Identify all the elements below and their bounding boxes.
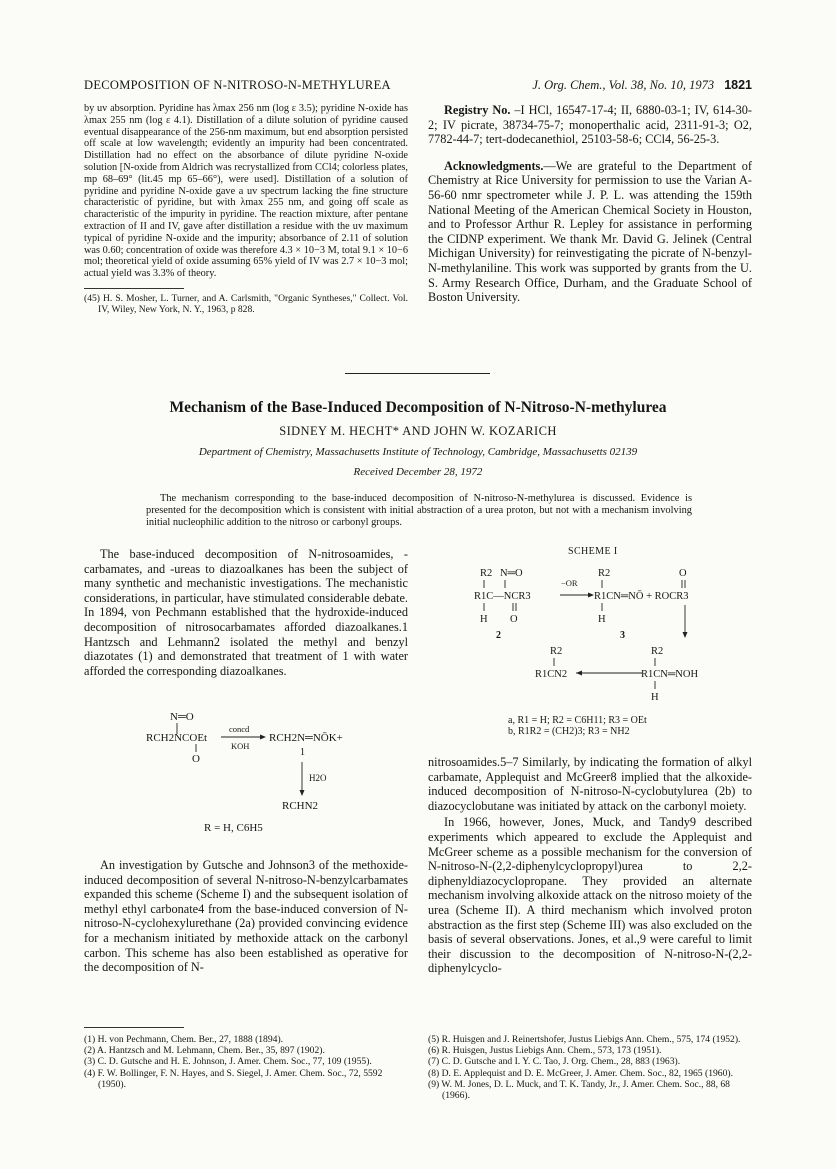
scheme-base: −OR <box>561 578 578 588</box>
scheme-nitroso: N═O <box>170 711 194 723</box>
footnote-1: (1) H. von Pechmann, Chem. Ber., 27, 1888 (1894). <box>84 1034 284 1045</box>
previous-article-text <box>84 103 408 315</box>
arrow-head <box>300 790 305 796</box>
diazotate-scheme <box>84 708 408 858</box>
scheme-products: R1CN═NŌ + ROCR3 <box>594 591 689 602</box>
scheme-one <box>428 543 752 705</box>
footnote-9: (9) W. M. Jones, D. L. Muck, and T. K. Tandy, Jr., J. Amer. Chem. Soc., 88, 68 (1966). <box>428 1078 730 1102</box>
footnote-3: (3) C. D. Gutsche and H. E. Johnson, J. Amer. Chem. Soc., 77, 109 (1955). <box>84 1056 372 1068</box>
body-right-p2: In 1966, however, Jones, Muck, and Tandy9 described experiments which appeared to exclude the Applequist and McGreer scheme as a possible mechanism for the conversion of N-nitroso-N-(2,2-diphenylcyclopropyl)urea to 2,2-diphenyldiazocyclopropane. They provided an alternate mechanism involving alkoxide attack on the nitroso moiety of the urea (Scheme II). A third mechanism which involved proton abstraction as the first step (Scheme III) was also excluded on the basis of several observations. Jones, et al.,9 were careful to limit their discussion to the decomposition of N-nitroso-N-(2,2-diphenylcyclo- <box>428 815 752 976</box>
compound-label-2: 2 <box>496 630 501 641</box>
scheme-final-product: RCHN2 <box>282 800 319 812</box>
scheme-reactant: RCH2NCOEt <box>146 732 208 744</box>
left-footnotes <box>84 1027 408 1090</box>
scheme-reactant: R1C—NCR3 <box>474 591 531 602</box>
scheme-reagent-bottom: KOH <box>231 741 250 751</box>
footnote-5: (5) R. Huisgen and J. Reinertshofer, Justus Liebigs Ann. Chem., 575, 174 (1952). <box>428 1034 741 1045</box>
scheme-oxygen-top: O <box>679 568 687 579</box>
scheme-diazohydroxide: R1CN═NOH <box>641 669 699 680</box>
footnote-7: (7) C. D. Gutsche and I. Y. C. Tao, J. Org. Chem., 28, 883 (1963). <box>428 1056 681 1068</box>
ack-text: —We are grateful to the Department of Chemistry at Rice University for permission to use the Varian A-56-60 nmr spectrometer while J. P. L. was attending the 159th National Meeting of the American Chemical Society in Houston, and to Professor Arthur R. Lepley for assistance in performing the CIDNP experiment. We thank Mr. David G. Jelinek (Central Michigan University) for reinvestigating the picrate of N-benzyl-N-methylaniline. This work was supported by grants from the U. S. Army Research Office, Durham, and the Graduate School of Boston University. <box>428 158 752 305</box>
scheme-r2-diazo: R2 <box>550 646 563 657</box>
scheme-legend <box>508 715 708 737</box>
journal-citation: J. Org. Chem., Vol. 38, No. 10, 1973 <box>532 78 715 92</box>
scheme-water: H2O <box>309 773 327 783</box>
article-divider <box>345 373 490 374</box>
running-header-journal <box>532 78 752 93</box>
article-title: Mechanism of the Base-Induced Decomposition of N-Nitroso-N-methylurea <box>169 399 667 416</box>
acknowledgments-paragraph <box>428 159 752 305</box>
scheme-legend-a: a, R1 = H; R2 = C6H11; R3 = OEt <box>508 715 647 726</box>
scheme-reagent-top: concd <box>229 724 250 734</box>
scheme-nitroso: N═O <box>500 568 523 579</box>
scheme-h-bottom: H <box>651 692 659 703</box>
scheme-oxygen-bottom: O <box>510 614 518 625</box>
article-affiliation: Department of Chemistry, Massachusetts Institute of Technology, Cambridge, Massachusetts 02139 <box>198 446 638 458</box>
registry-label: Registry No. <box>444 103 511 117</box>
ack-label: Acknowledgments. <box>444 158 544 173</box>
scheme-legend-b: b, R1R2 = (CH2)3; R3 = NH2 <box>508 726 630 737</box>
received-date: Received December 28, 1972 <box>353 466 483 478</box>
arrow-head <box>683 632 688 638</box>
footnote-rule <box>84 288 184 289</box>
running-header-title: DECOMPOSITION OF N-NITROSO-N-METHYLUREA <box>84 78 391 92</box>
previous-article-right <box>428 103 752 305</box>
scheme-r2-product: R2 <box>598 568 611 579</box>
running-header <box>84 78 752 94</box>
body-right-p1: nitrosoamides.5–7 Similarly, by indicating the formation of alkyl carbamate, Applequist and McGreer8 implied that the alkoxide-induced decomposition of N-nitroso-N-cyclobutylurea (2b) to diazocyclobutane was initiated by attack on the carbonyl moiety. <box>428 755 752 813</box>
scheme-r2-hydroxide: R2 <box>651 646 664 657</box>
scheme-carbonyl-oxygen: O <box>192 753 200 765</box>
footnote-8: (8) D. E. Applequist and D. E. McGreer, J. Amer. Chem. Soc., 82, 1965 (1960). <box>428 1067 733 1079</box>
footnote-2: (2) A. Hantzsch and M. Lehmann, Chem. Ber., 35, 897 (1902). <box>84 1045 325 1057</box>
registry-paragraph <box>428 103 752 147</box>
page-number: 1821 <box>724 78 752 92</box>
compound-label-3: 3 <box>620 630 625 641</box>
footnote-4: (4) F. W. Bollinger, F. N. Hayes, and S. Siegel, J. Amer. Chem. Soc., 72, 5592 (1950). <box>84 1067 383 1090</box>
arrow-head <box>260 735 266 740</box>
right-footnotes <box>428 1034 752 1101</box>
experimental-paragraph: by uv absorption. Pyridine has λmax 256 nm (log ε 3.5); pyridine N-oxide has λmax 255 nm (log ε 4.1). Distillation of a dilute solution of pyridine caused eventual disappearance of the 256-nm maximum, but end absorption persisted off scale at low wavelength; evidently an impurity had been concentrated. Distillation had no effect on the absorbance of dilute pyridine N-oxide solution [N-oxide from Aldrich was recrystallized from CCl4; colorless plates, mp 68–69° (lit.45 mp 65–66°), were used]. Distillation of a solution of pyridine and pyridine N-oxide gave a uv spectrum lacking the fine structure characteristic of pyridine, but with λmax 255 nm, and going off scale as characteristic of the impurity in pyridine. The reaction mixture, after pentane extraction of II and IV, gave after distillation a residue with the uv maximum typical of pyridine N-oxide and the impurity; absorbance of 2.11 of solution was 0.60; concentration of oxide was therefore 4.3 × 10−3 M, total 9.1 × 10−6 mol; theoretical yield of oxide assuming 65% yield of IV was 2.7 × 10−3 mol; actual yield was 3.3% of theory. <box>84 103 408 280</box>
scheme-product: RCH2N═NŌK+ <box>269 732 343 744</box>
footnote-rule <box>84 1027 184 1028</box>
registry-text: –I HCl, 16547-17-4; II, 6880-03-1; IV, 614-30-2; IV picrate, 38734-75-7; monoperthalic acid, 2311-91-3; O2, 7782-44-7; tert-dodecanethiol, 25103-58-6; CCl4, 56-25-3. <box>428 103 752 147</box>
body-left-p1: The base-induced decomposition of N-nitrosoamides, -carbamates, and -ureas to diazoalkanes has been the subject of many synthetic and mechanistic investigations. The mechanistic considerations, in particular, have stimulated considerable debate. In 1894, von Pechmann established that the hydroxide-induced decomposition of nitrosocarbamates afforded diazoalkanes.1 Hantzsch and Lehmann2 isolated the methyl and benzyl diazotates (1) and demonstrated that treatment of 1 with water afforded the corresponding diazoalkanes. <box>84 547 408 678</box>
body-right-text <box>428 755 752 976</box>
article-authors: SIDNEY M. HECHT* AND JOHN W. KOZARICH <box>279 424 557 438</box>
scheme-diazoalkane: R1CN2 <box>535 669 568 680</box>
scheme-r2-reactant: R2 <box>480 568 493 579</box>
scheme-h-right: H <box>598 614 606 625</box>
scheme-title: SCHEME I <box>568 546 618 557</box>
footnote-6: (6) R. Huisgen, Justus Liebigs Ann. Chem., 573, 173 (1951). <box>428 1045 662 1057</box>
body-left-p2: An investigation by Gutsche and Johnson3 of the methoxide-induced decomposition of several N-nitroso-N-benzylcarbamates expanded this scheme (Scheme I) and the subsequent isolation of methyl ethyl carbonate4 from the base-induced conversion of N-nitroso-N-cyclohexylurethane (2a) provided convincing evidence for a mechanism initiated by methoxide attack on the carbonyl carbon. This scheme has also been established as operative for the decomposition of N- <box>84 858 408 975</box>
scheme-substituents: R = H, C6H5 <box>204 822 263 834</box>
scheme-product-label: 1 <box>300 747 305 758</box>
footnote-45: (45) H. S. Mosher, L. Turner, and A. Carlsmith, "Organic Syntheses," Collect. Vol. IV, Wiley, New York, N. Y., 1963, p 828. <box>84 292 408 316</box>
scheme-h-left: H <box>480 614 488 625</box>
arrow-head <box>576 671 582 676</box>
article-abstract: The mechanism corresponding to the base-induced decomposition of N-nitroso-N-methylurea is discussed. Evidence is presented for the decomposition which is consistent with initial abstraction of a urea proton, but not with a mechanism involving initial nucleophilic addition to the nitroso or carbonyl groups. <box>146 493 692 528</box>
